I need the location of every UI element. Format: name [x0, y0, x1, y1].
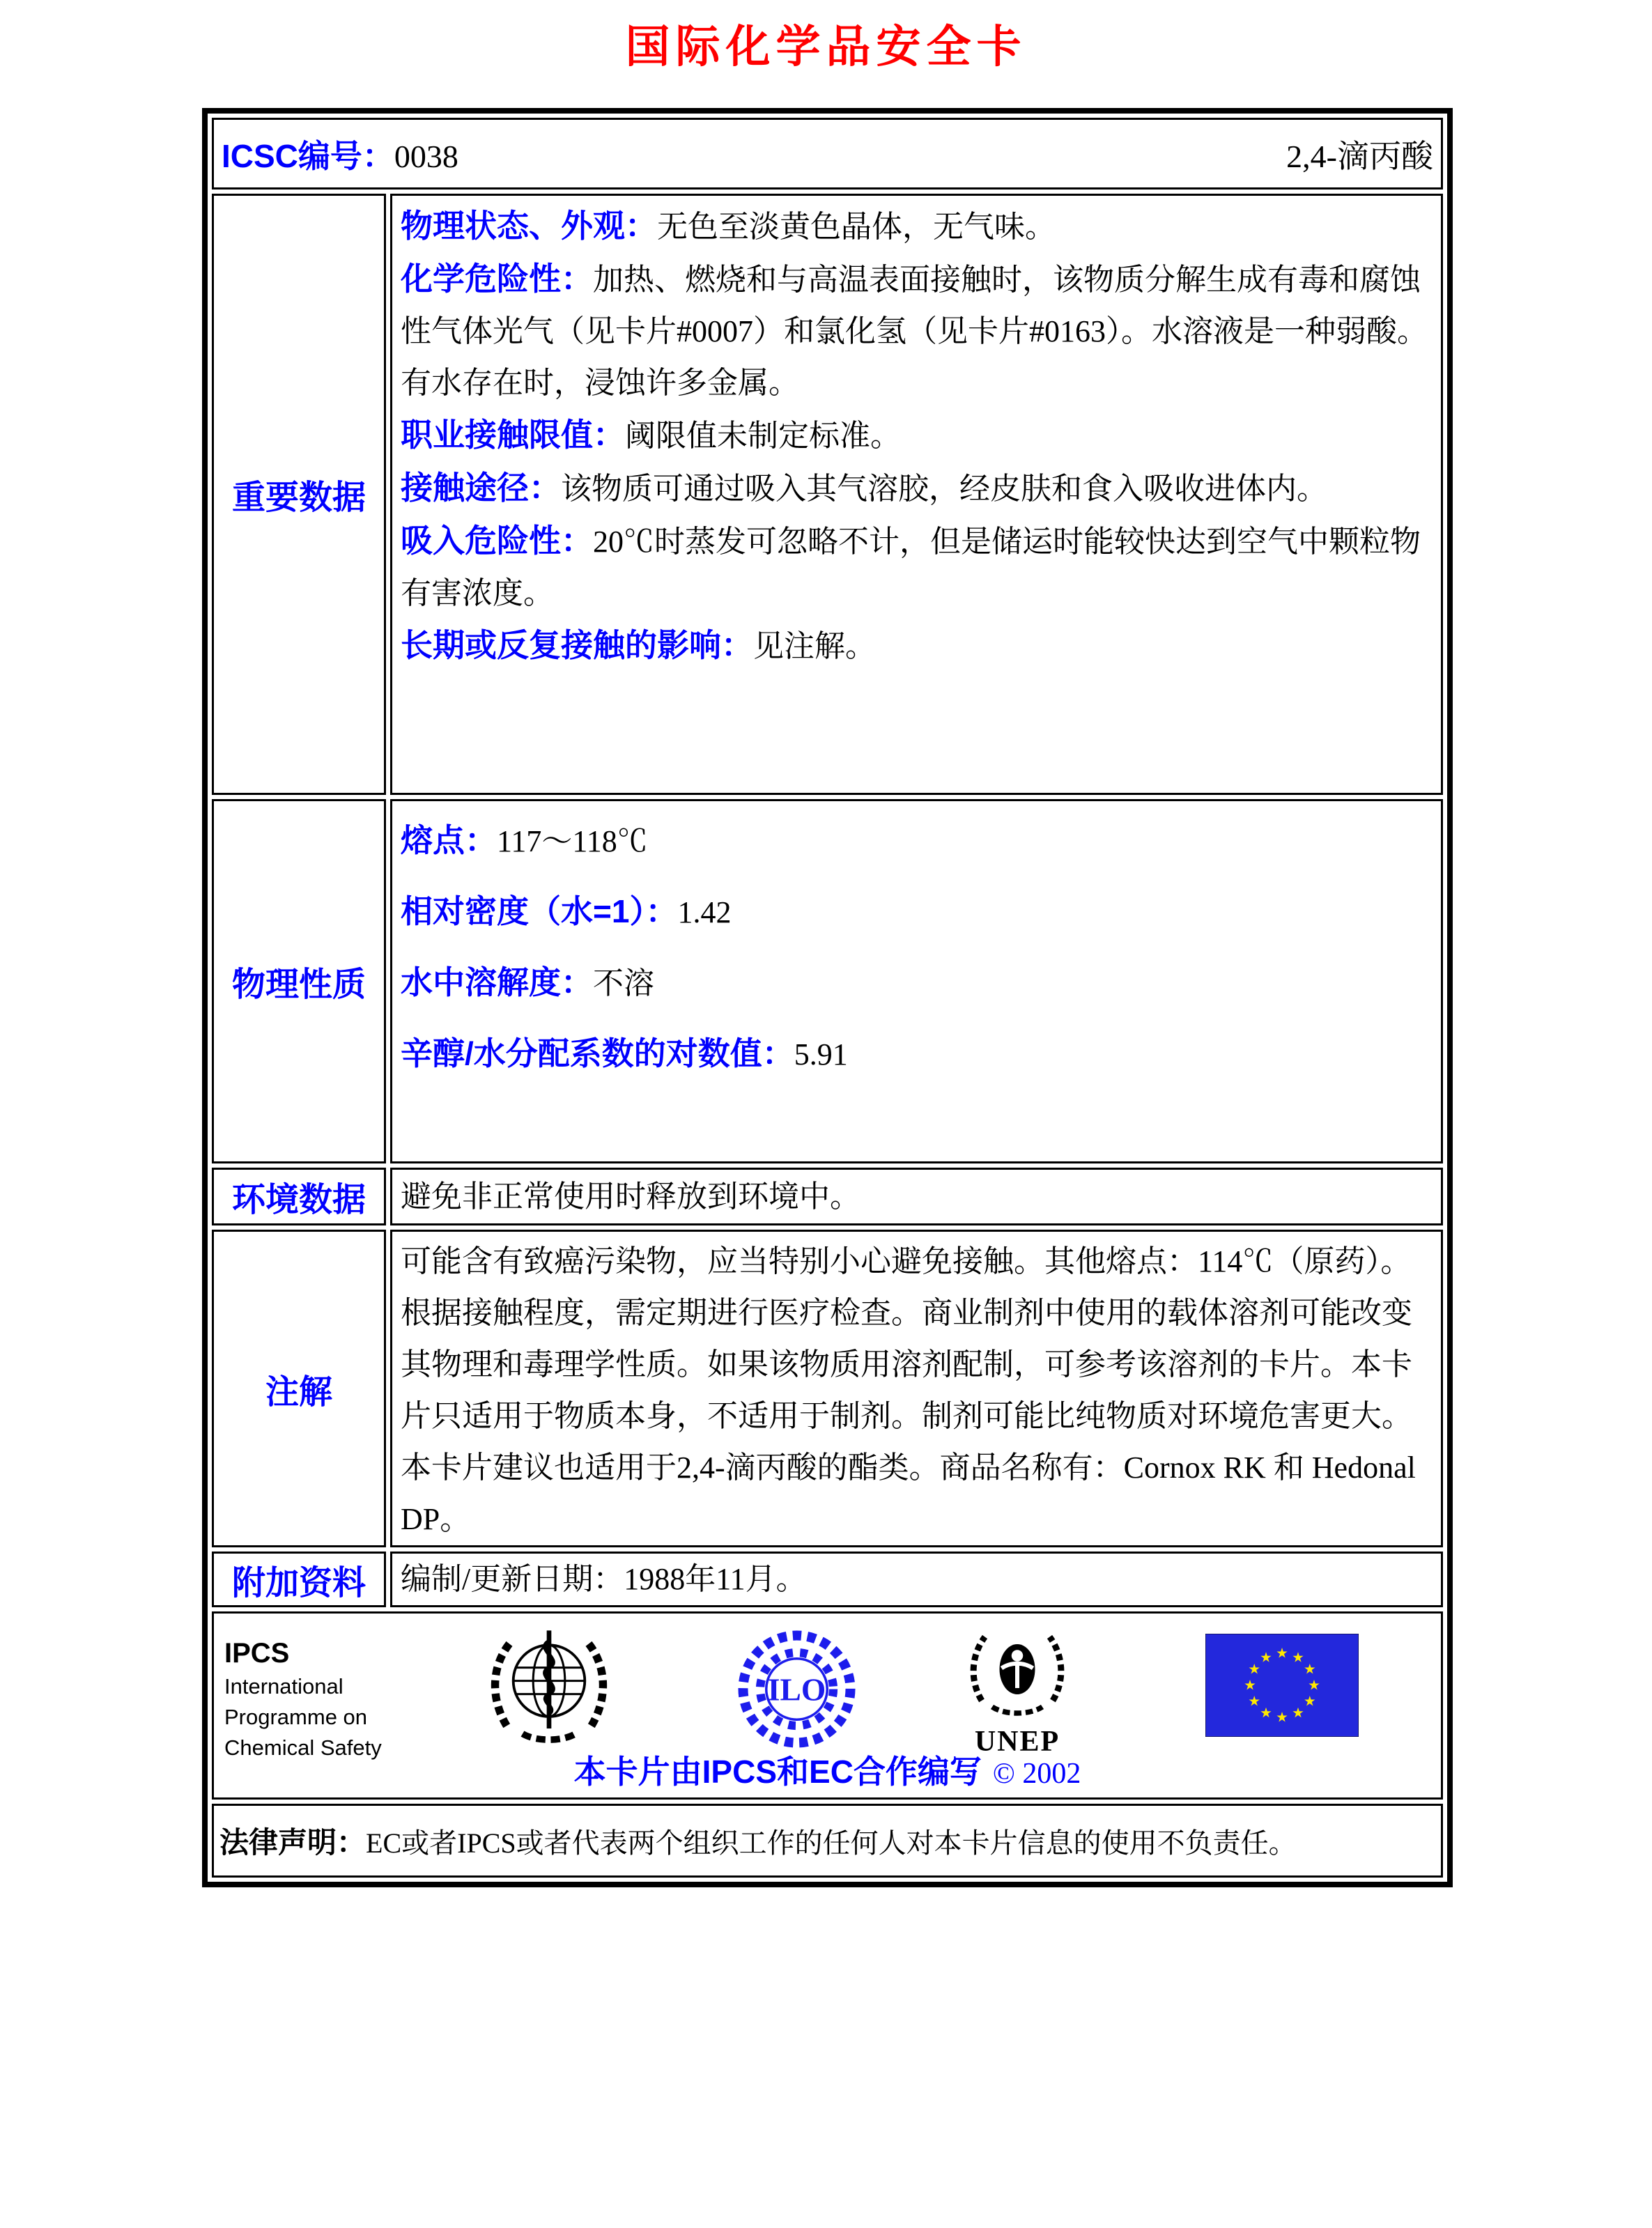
- ipcs-text-block: [224, 1635, 382, 1763]
- important-line: [401, 200, 1433, 253]
- physical-line: [401, 876, 1433, 947]
- physical-line: [401, 947, 1433, 1019]
- field-label: 职业接触限值：: [401, 417, 625, 453]
- additional-info-row: [212, 1552, 1443, 1607]
- field-value: 不溶: [593, 966, 654, 1000]
- important-line: [401, 619, 1433, 672]
- environment-data-content: 避免非正常使用时释放到环境中。: [390, 1168, 1443, 1225]
- field-label: 相对密度（水=1）：: [401, 893, 678, 929]
- field-label: 吸入危险性：: [401, 523, 593, 559]
- logos-row: [212, 1611, 1443, 1800]
- logos-cell: [212, 1611, 1443, 1800]
- ipcs-line: International: [224, 1674, 343, 1699]
- header-cell: [212, 118, 1443, 189]
- field-label: 物理状态、外观：: [401, 208, 657, 244]
- important-line: [401, 409, 1433, 462]
- legal-cell: [212, 1804, 1443, 1878]
- field-value: 1.42: [677, 895, 732, 929]
- notes-row-label: 注解: [212, 1230, 386, 1547]
- field-label: 长期或反复接触的影响：: [401, 627, 753, 663]
- field-label: 化学危险性：: [401, 261, 593, 297]
- credit-line: [215, 1747, 1440, 1793]
- physical-properties-row-label: 物理性质: [212, 799, 386, 1163]
- field-value: 20℃时蒸发可忽略不计，但是储运时能较快达到空气中颗粒物有害浓度。: [401, 525, 1421, 610]
- ipcs-line: Programme on: [224, 1705, 368, 1729]
- notes-row: [212, 1230, 1443, 1547]
- credit-text: 本卡片由IPCS和EC合作编写: [573, 1754, 982, 1790]
- eu-flag-icon: [1205, 1634, 1359, 1740]
- important-line: [401, 253, 1433, 409]
- ilo-letters: ILO: [767, 1671, 826, 1708]
- ilo-logo-icon: [736, 1628, 858, 1754]
- field-value: 该物质可通过吸入其气溶胶，经皮肤和食入吸收进体内。: [561, 472, 1327, 506]
- field-value: 无色至淡黄色晶体，无气味。: [657, 210, 1056, 244]
- field-label: 辛醇/水分配系数的对数值：: [401, 1035, 794, 1072]
- field-value: 阈限值未制定标准。: [625, 419, 901, 453]
- who-logo-icon: [483, 1623, 615, 1758]
- copyright-text: © 2002: [992, 1758, 1081, 1790]
- legal-label: 法律声明：: [219, 1826, 366, 1859]
- header-row: [212, 118, 1443, 189]
- icsc-number-label: ICSC编号：: [222, 137, 394, 174]
- icsc-number-group: [222, 131, 458, 177]
- chemical-name: 2,4-滴丙酸: [1286, 138, 1433, 174]
- important-line: [401, 462, 1433, 515]
- page-title: 国际化学品安全卡: [625, 22, 1027, 72]
- important-data-row-label: 重要数据: [212, 194, 386, 795]
- icsc-number-value: 0038: [394, 138, 458, 174]
- physical-line: [401, 1019, 1433, 1090]
- field-value: 加热、燃烧和与高温表面接触时，该物质分解生成有毒和腐蚀性气体光气（见卡片#0007）和氯化氢（见卡片#0163）。水溶液是一种弱酸。有水存在时，浸蚀许多金属。: [401, 263, 1428, 400]
- field-label: 接触途径：: [401, 470, 561, 506]
- notes-content: 可能含有致癌污染物，应当特别小心避免接触。其他熔点：114℃（原药）。根据接触程度，需定期进行医疗检查。商业制剂中使用的载体溶剂可能改变其物理和毒理学性质。如果该物质用溶剂配制，可参考该溶剂的卡片。本卡片只适用于物质本身，不适用于制剂。制剂可能比纯物质对环境危害更大。本卡片建议也适用于2,4-滴丙酸的酯类。商品名称有：Cornox RK 和 Hedonal DP。: [390, 1230, 1443, 1547]
- environment-data-row: [212, 1168, 1443, 1225]
- unep-label: UNEP: [974, 1726, 1060, 1758]
- unep-logo-icon: [962, 1621, 1073, 1758]
- important-data-row: [212, 194, 1443, 795]
- field-value: 5.91: [794, 1037, 848, 1072]
- field-value: 见注解。: [753, 629, 876, 663]
- safety-card-table: [202, 108, 1453, 1887]
- field-value: 117～118℃: [497, 824, 648, 858]
- physical-line: [401, 805, 1433, 876]
- additional-info-row-label: 附加资料: [212, 1552, 386, 1607]
- legal-row: [212, 1804, 1443, 1878]
- environment-data-row-label: 环境数据: [212, 1168, 386, 1225]
- legal-text: EC或者IPCS或者代表两个组织工作的任何人对本卡片信息的使用不负责任。: [366, 1827, 1297, 1859]
- additional-info-content: 编制/更新日期：1988年11月。: [390, 1552, 1443, 1607]
- physical-properties-content: [390, 799, 1443, 1163]
- ipcs-line: Chemical Safety: [224, 1735, 382, 1760]
- physical-properties-row: [212, 799, 1443, 1163]
- field-label: 熔点：: [401, 822, 497, 858]
- important-line: [401, 515, 1433, 619]
- important-data-content: [390, 194, 1443, 795]
- ipcs-abbr: IPCS: [224, 1638, 290, 1669]
- field-label: 水中溶解度：: [401, 964, 593, 1000]
